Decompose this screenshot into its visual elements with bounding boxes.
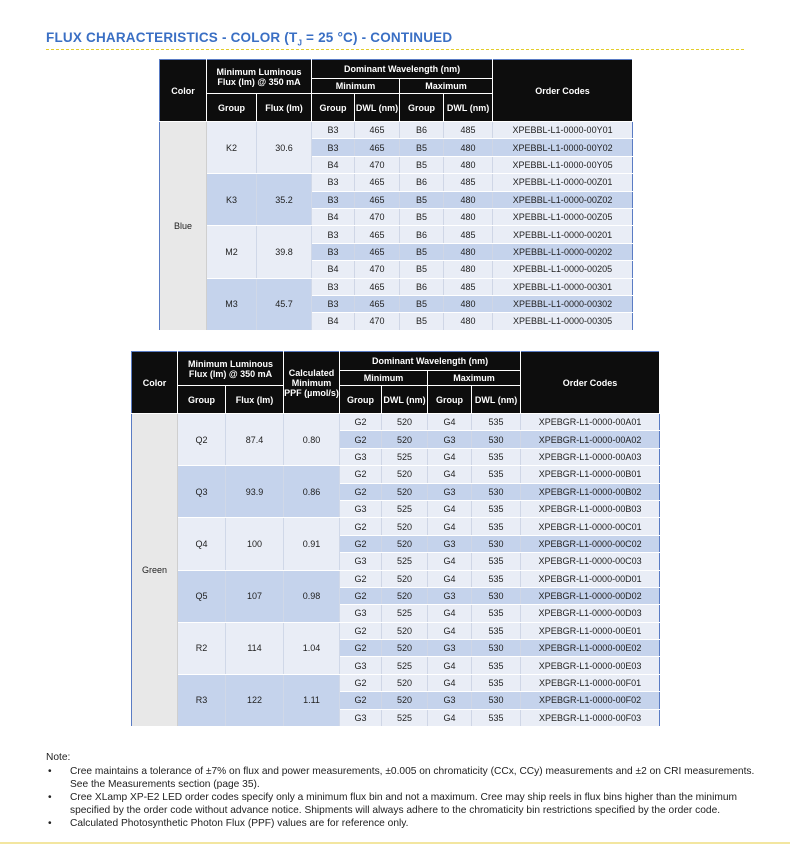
min-dwl-cell: 465 (355, 243, 400, 260)
table-row (132, 466, 660, 483)
max-dwl-cell: 535 (472, 674, 521, 691)
flux-group-cell: M2 (207, 226, 257, 278)
order-code-cell: XPEBBL-L1-0000-00Y02 (493, 139, 633, 156)
header-color: Color (132, 352, 178, 414)
flux-value-cell: 35.2 (257, 174, 312, 226)
max-group-cell: G4 (428, 466, 472, 483)
min-dwl-cell: 520 (382, 535, 428, 552)
min-dwl-cell: 520 (382, 622, 428, 639)
order-code-cell: XPEBGR-L1-0000-00E02 (521, 640, 660, 657)
max-group-cell: B5 (400, 191, 444, 208)
green-flux-table (131, 351, 660, 727)
table-row (160, 122, 633, 139)
header-order-codes: Order Codes (493, 60, 633, 122)
order-code-cell: XPEBGR-L1-0000-00F03 (521, 709, 660, 726)
max-dwl-cell: 535 (472, 709, 521, 726)
order-code-cell: XPEBGR-L1-0000-00A03 (521, 448, 660, 465)
header-min-group: Group (340, 386, 382, 414)
header-max-group: Group (428, 386, 472, 414)
flux-group-cell: K2 (207, 122, 257, 174)
header-group: Group (178, 386, 226, 414)
min-group-cell: B3 (312, 191, 355, 208)
header-max-dwl: DWL (nm) (472, 386, 521, 414)
max-group-cell: B5 (400, 295, 444, 312)
ppf-value-cell: 0.86 (284, 466, 340, 518)
max-group-cell: B6 (400, 122, 444, 139)
max-dwl-cell: 530 (472, 431, 521, 448)
max-group-cell: G4 (428, 709, 472, 726)
order-code-cell: XPEBGR-L1-0000-00B01 (521, 466, 660, 483)
max-group-cell: G4 (428, 518, 472, 535)
ppf-value-cell: 0.98 (284, 570, 340, 622)
flux-value-cell: 30.6 (257, 122, 312, 174)
max-group-cell: G3 (428, 431, 472, 448)
max-dwl-cell: 530 (472, 535, 521, 552)
min-group-cell: B3 (312, 243, 355, 260)
notes-label: Note: (46, 752, 71, 763)
order-code-cell: XPEBBL-L1-0000-00Z05 (493, 208, 633, 225)
min-group-cell: G3 (340, 709, 382, 726)
max-dwl-cell: 480 (444, 313, 493, 330)
blue-flux-table (159, 59, 633, 331)
header-flux: Flux (lm) (226, 386, 284, 414)
min-group-cell: G2 (340, 466, 382, 483)
flux-value-cell: 45.7 (257, 278, 312, 330)
max-group-cell: B6 (400, 278, 444, 295)
order-code-cell: XPEBGR-L1-0000-00D01 (521, 570, 660, 587)
max-group-cell: G4 (428, 622, 472, 639)
max-dwl-cell: 530 (472, 587, 521, 604)
note-item: • Calculated Photosynthetic Photon Flux (PPF) values are for reference only. (46, 817, 756, 830)
order-code-cell: XPEBBL-L1-0000-00Z02 (493, 191, 633, 208)
table-row (132, 674, 660, 691)
flux-group-cell: M3 (207, 278, 257, 330)
ppf-value-cell: 0.91 (284, 518, 340, 570)
order-code-cell: XPEBGR-L1-0000-00D03 (521, 605, 660, 622)
order-code-cell: XPEBGR-L1-0000-00C03 (521, 553, 660, 570)
table-row (132, 414, 660, 431)
min-dwl-cell: 525 (382, 448, 428, 465)
order-code-cell: XPEBBL-L1-0000-00Z01 (493, 174, 633, 191)
min-group-cell: G2 (340, 431, 382, 448)
max-group-cell: G3 (428, 692, 472, 709)
table-row (160, 226, 633, 243)
min-group-cell: G2 (340, 692, 382, 709)
header-order-codes: Order Codes (521, 352, 660, 414)
min-dwl-cell: 465 (355, 139, 400, 156)
min-dwl-cell: 520 (382, 692, 428, 709)
header-min-flux: Minimum Luminous Flux (lm) @ 350 mA (178, 352, 284, 386)
flux-value-cell: 122 (226, 674, 284, 726)
min-group-cell: G2 (340, 674, 382, 691)
color-cell: Green (132, 414, 178, 727)
max-dwl-cell: 535 (472, 448, 521, 465)
min-group-cell: G2 (340, 483, 382, 500)
order-code-cell: XPEBGR-L1-0000-00C02 (521, 535, 660, 552)
max-group-cell: B5 (400, 208, 444, 225)
max-dwl-cell: 485 (444, 122, 493, 139)
ppf-value-cell: 0.80 (284, 414, 340, 466)
max-dwl-cell: 535 (472, 605, 521, 622)
max-group-cell: G4 (428, 657, 472, 674)
max-dwl-cell: 535 (472, 500, 521, 517)
max-group-cell: B5 (400, 243, 444, 260)
order-code-cell: XPEBBL-L1-0000-00202 (493, 243, 633, 260)
min-group-cell: B3 (312, 174, 355, 191)
max-dwl-cell: 480 (444, 191, 493, 208)
min-group-cell: G3 (340, 553, 382, 570)
table-row (160, 278, 633, 295)
header-ppf: Calculated Minimum PPF (µmol/s) (284, 352, 340, 414)
order-code-cell: XPEBBL-L1-0000-00305 (493, 313, 633, 330)
order-code-cell: XPEBGR-L1-0000-00E03 (521, 657, 660, 674)
max-dwl-cell: 535 (472, 414, 521, 431)
max-dwl-cell: 535 (472, 518, 521, 535)
min-dwl-cell: 465 (355, 295, 400, 312)
min-dwl-cell: 465 (355, 226, 400, 243)
min-dwl-cell: 465 (355, 191, 400, 208)
order-code-cell: XPEBGR-L1-0000-00E01 (521, 622, 660, 639)
min-dwl-cell: 525 (382, 709, 428, 726)
min-dwl-cell: 520 (382, 414, 428, 431)
flux-value-cell: 39.8 (257, 226, 312, 278)
max-group-cell: B6 (400, 174, 444, 191)
min-dwl-cell: 470 (355, 208, 400, 225)
flux-value-cell: 93.9 (226, 466, 284, 518)
ppf-value-cell: 1.04 (284, 622, 340, 674)
max-group-cell: B5 (400, 261, 444, 278)
order-code-cell: XPEBGR-L1-0000-00D02 (521, 587, 660, 604)
order-code-cell: XPEBGR-L1-0000-00B02 (521, 483, 660, 500)
max-dwl-cell: 535 (472, 553, 521, 570)
order-code-cell: XPEBBL-L1-0000-00205 (493, 261, 633, 278)
flux-group-cell: Q5 (178, 570, 226, 622)
min-group-cell: B4 (312, 208, 355, 225)
header-minimum: Minimum (340, 371, 428, 386)
max-dwl-cell: 480 (444, 261, 493, 278)
notes-list (46, 765, 756, 830)
order-code-cell: XPEBBL-L1-0000-00Y05 (493, 156, 633, 173)
header-group: Group (207, 94, 257, 122)
min-dwl-cell: 520 (382, 483, 428, 500)
max-dwl-cell: 530 (472, 640, 521, 657)
flux-group-cell: K3 (207, 174, 257, 226)
max-dwl-cell: 535 (472, 570, 521, 587)
max-dwl-cell: 485 (444, 226, 493, 243)
header-max-group: Group (400, 94, 444, 122)
min-group-cell: B4 (312, 156, 355, 173)
max-dwl-cell: 485 (444, 278, 493, 295)
order-code-cell: XPEBBL-L1-0000-00Y01 (493, 122, 633, 139)
max-group-cell: B5 (400, 313, 444, 330)
min-dwl-cell: 520 (382, 640, 428, 657)
bottom-rule (0, 842, 790, 844)
min-dwl-cell: 465 (355, 278, 400, 295)
max-group-cell: G4 (428, 570, 472, 587)
table-row (132, 622, 660, 639)
max-dwl-cell: 480 (444, 139, 493, 156)
header-min-group: Group (312, 94, 355, 122)
header-dominant-wavelength: Dominant Wavelength (nm) (340, 352, 521, 371)
flux-group-cell: Q2 (178, 414, 226, 466)
table-row (132, 570, 660, 587)
flux-value-cell: 87.4 (226, 414, 284, 466)
flux-value-cell: 114 (226, 622, 284, 674)
table-row (160, 174, 633, 191)
max-group-cell: B5 (400, 139, 444, 156)
notes-section (46, 751, 756, 830)
max-group-cell: G4 (428, 674, 472, 691)
min-group-cell: B3 (312, 139, 355, 156)
note-item: • Cree XLamp XP-E2 LED order codes specify only a minimum flux bin and not a maximum. Cree may ship reels in flux bins higher than the minimum specified by the order code without advance notice. Shipments will always adhere to the chromaticity bin restrictions specified by the order code. (46, 791, 756, 817)
header-maximum: Maximum (400, 79, 493, 94)
max-group-cell: G3 (428, 535, 472, 552)
max-dwl-cell: 480 (444, 295, 493, 312)
max-group-cell: G4 (428, 448, 472, 465)
min-dwl-cell: 520 (382, 570, 428, 587)
order-code-cell: XPEBGR-L1-0000-00F02 (521, 692, 660, 709)
note-item: • Cree maintains a tolerance of ±7% on flux and power measurements, ±0.005 on chromaticity (CCx, CCy) measurements and ±2 on CRI measurements. See the Measurements section (page 35). (46, 765, 756, 791)
max-group-cell: B6 (400, 226, 444, 243)
min-dwl-cell: 520 (382, 674, 428, 691)
flux-value-cell: 100 (226, 518, 284, 570)
max-dwl-cell: 530 (472, 692, 521, 709)
min-dwl-cell: 520 (382, 466, 428, 483)
order-code-cell: XPEBGR-L1-0000-00A01 (521, 414, 660, 431)
max-dwl-cell: 480 (444, 156, 493, 173)
min-dwl-cell: 465 (355, 122, 400, 139)
header-minimum: Minimum (312, 79, 400, 94)
min-dwl-cell: 525 (382, 553, 428, 570)
min-dwl-cell: 520 (382, 587, 428, 604)
order-code-cell: XPEBBL-L1-0000-00301 (493, 278, 633, 295)
order-code-cell: XPEBGR-L1-0000-00C01 (521, 518, 660, 535)
flux-group-cell: Q4 (178, 518, 226, 570)
max-dwl-cell: 530 (472, 483, 521, 500)
header-flux: Flux (lm) (257, 94, 312, 122)
min-group-cell: G3 (340, 657, 382, 674)
min-group-cell: G2 (340, 570, 382, 587)
min-group-cell: G2 (340, 518, 382, 535)
order-code-cell: XPEBBL-L1-0000-00302 (493, 295, 633, 312)
table-row (132, 518, 660, 535)
min-dwl-cell: 520 (382, 518, 428, 535)
min-group-cell: G3 (340, 448, 382, 465)
min-dwl-cell: 525 (382, 657, 428, 674)
min-group-cell: G2 (340, 622, 382, 639)
max-dwl-cell: 535 (472, 466, 521, 483)
min-dwl-cell: 525 (382, 500, 428, 517)
max-dwl-cell: 535 (472, 657, 521, 674)
header-min-dwl: DWL (nm) (382, 386, 428, 414)
ppf-value-cell: 1.11 (284, 674, 340, 726)
max-group-cell: B5 (400, 156, 444, 173)
flux-group-cell: Q3 (178, 466, 226, 518)
min-group-cell: B4 (312, 261, 355, 278)
min-group-cell: B4 (312, 313, 355, 330)
max-dwl-cell: 480 (444, 243, 493, 260)
max-group-cell: G3 (428, 483, 472, 500)
header-min-dwl: DWL (nm) (355, 94, 400, 122)
min-group-cell: G3 (340, 605, 382, 622)
min-dwl-cell: 470 (355, 313, 400, 330)
max-dwl-cell: 480 (444, 208, 493, 225)
max-group-cell: G4 (428, 553, 472, 570)
min-group-cell: G2 (340, 414, 382, 431)
min-dwl-cell: 465 (355, 174, 400, 191)
min-group-cell: B3 (312, 278, 355, 295)
max-group-cell: G3 (428, 587, 472, 604)
min-group-cell: B3 (312, 295, 355, 312)
min-dwl-cell: 470 (355, 156, 400, 173)
page-title: FLUX CHARACTERISTICS - COLOR ($T_J = 25$ °C) - CONTINUED (46, 30, 453, 48)
min-group-cell: G3 (340, 500, 382, 517)
min-group-cell: G2 (340, 535, 382, 552)
max-group-cell: G4 (428, 605, 472, 622)
max-dwl-cell: 535 (472, 622, 521, 639)
header-min-flux: Minimum Luminous Flux (lm) @ 350 mA (207, 60, 312, 94)
flux-group-cell: R3 (178, 674, 226, 726)
title-divider (46, 49, 744, 50)
min-group-cell: G2 (340, 640, 382, 657)
min-group-cell: G2 (340, 587, 382, 604)
min-dwl-cell: 470 (355, 261, 400, 278)
max-group-cell: G4 (428, 500, 472, 517)
header-color: Color (160, 60, 207, 122)
flux-group-cell: R2 (178, 622, 226, 674)
max-group-cell: G4 (428, 414, 472, 431)
header-maximum: Maximum (428, 371, 521, 386)
order-code-cell: XPEBGR-L1-0000-00A02 (521, 431, 660, 448)
min-dwl-cell: 520 (382, 431, 428, 448)
flux-value-cell: 107 (226, 570, 284, 622)
header-max-dwl: DWL (nm) (444, 94, 493, 122)
color-cell: Blue (160, 122, 207, 331)
max-dwl-cell: 485 (444, 174, 493, 191)
header-dominant-wavelength: Dominant Wavelength (nm) (312, 60, 493, 79)
order-code-cell: XPEBGR-L1-0000-00F01 (521, 674, 660, 691)
max-group-cell: G3 (428, 640, 472, 657)
min-dwl-cell: 525 (382, 605, 428, 622)
min-group-cell: B3 (312, 226, 355, 243)
order-code-cell: XPEBGR-L1-0000-00B03 (521, 500, 660, 517)
min-group-cell: B3 (312, 122, 355, 139)
order-code-cell: XPEBBL-L1-0000-00201 (493, 226, 633, 243)
